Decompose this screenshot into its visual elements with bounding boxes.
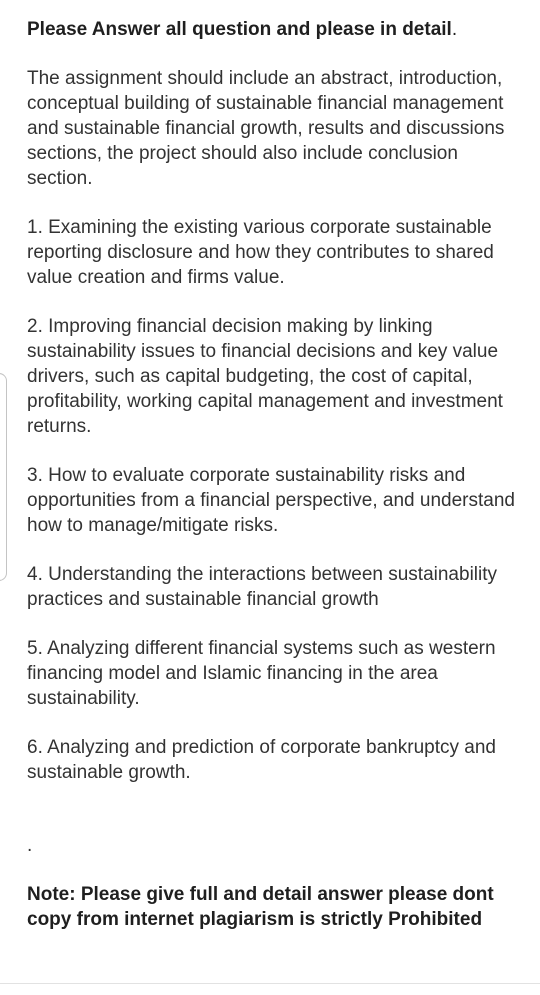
heading-text: Please Answer all question and please in detail	[27, 19, 452, 40]
heading-period: .	[451, 19, 458, 40]
separator-dot: .	[27, 835, 33, 856]
side-scroll-handle[interactable]	[0, 373, 7, 581]
spacer	[27, 809, 522, 833]
list-item-4: 4. Understanding the interactions between sustainability practices and sustainable financial growth	[27, 564, 498, 610]
list-item-3: 3. How to evaluate corporate sustainability risks and opportunities from a financial perspective, and understand how to manage/mitigate risks.	[27, 465, 515, 536]
list-item-1: 1. Examining the existing various corporate sustainable reporting disclosure and how they contributes to shared value creation and firms value.	[27, 217, 494, 288]
question-body	[27, 17, 522, 932]
list-item-5: 5. Analyzing different financial systems such as western financing model and Islamic financing in the area sustainability.	[27, 638, 496, 709]
question-heading	[27, 17, 522, 42]
intro-paragraph: The assignment should include an abstract, introduction, conceptual building of sustainable financial management and sustainable financial growth, results and discussions sections, the project should also include conclusion section.	[27, 68, 505, 189]
list-item-2: 2. Improving financial decision making by linking sustainability issues to financial decisions and key value drivers, such as capital budgeting, the cost of capital, profitability, working capital management and investment returns.	[27, 316, 503, 437]
note-paragraph: Note: Please give full and detail answer please dont copy from internet plagiarism is strictly Prohibited	[27, 884, 494, 930]
bottom-divider	[0, 983, 540, 984]
list-item-6: 6. Analyzing and prediction of corporate bankruptcy and sustainable growth.	[27, 737, 496, 783]
